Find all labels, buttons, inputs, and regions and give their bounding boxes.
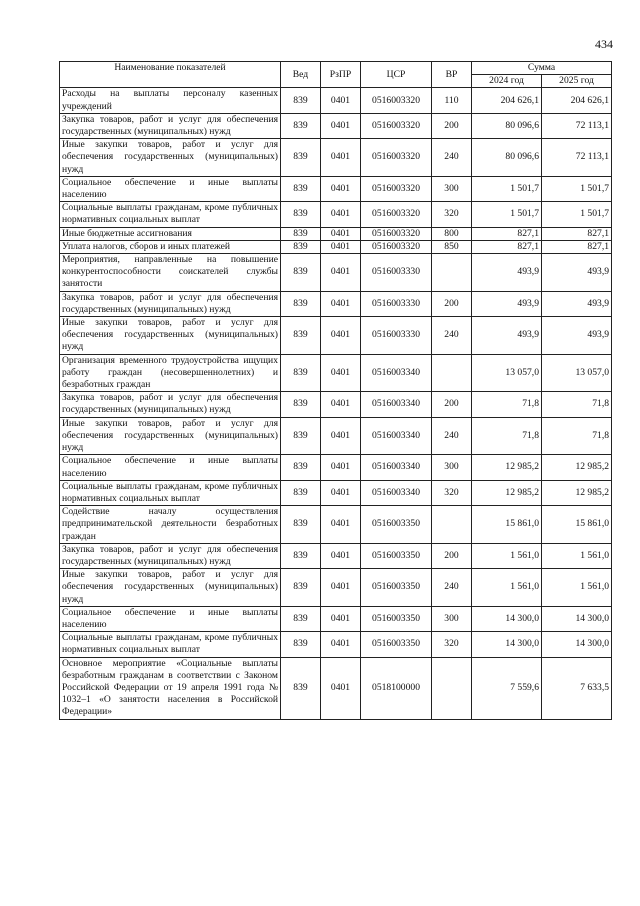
row-name: Закупка товаров, работ и услуг для обеспечения государственных (муниципальных) нужд: [60, 291, 281, 316]
row-csr: 0516003340: [361, 354, 432, 392]
row-sum-2025: 493,9: [542, 291, 612, 316]
row-rzpr: 0401: [321, 392, 361, 417]
row-sum-2024: 71,8: [472, 417, 542, 455]
row-sum-2024: 14 300,0: [472, 606, 542, 631]
row-rzpr: 0401: [321, 417, 361, 455]
header-name: Наименование показателей: [60, 62, 281, 88]
row-csr: 0516003350: [361, 543, 432, 568]
table-row: [60, 569, 612, 607]
row-sum-2025: 1 561,0: [542, 569, 612, 607]
row-name: Закупка товаров, работ и услуг для обеспечения государственных (муниципальных) нужд: [60, 113, 281, 138]
row-ved: 839: [281, 392, 321, 417]
row-sum-2025: 71,8: [542, 392, 612, 417]
table-row: [60, 139, 612, 177]
table-row: [60, 657, 612, 719]
row-sum-2025: 13 057,0: [542, 354, 612, 392]
row-ved: 839: [281, 417, 321, 455]
header-csr: ЦСР: [361, 62, 432, 88]
table-row: [60, 354, 612, 392]
row-rzpr: 0401: [321, 227, 361, 240]
row-name: Иные закупки товаров, работ и услуг для обеспечения государственных (муниципальных) нужд: [60, 417, 281, 455]
row-name: Уплата налогов, сборов и иных платежей: [60, 240, 281, 253]
row-sum-2024: 80 096,6: [472, 113, 542, 138]
row-rzpr: 0401: [321, 480, 361, 505]
row-csr: 0516003330: [361, 254, 432, 292]
row-ved: 839: [281, 202, 321, 227]
row-vr: 200: [432, 291, 472, 316]
table-row: [60, 176, 612, 201]
row-name: Социальные выплаты гражданам, кроме публичных нормативных социальных выплат: [60, 202, 281, 227]
row-ved: 839: [281, 139, 321, 177]
row-csr: 0516003340: [361, 417, 432, 455]
row-name: Социальное обеспечение и иные выплаты населению: [60, 606, 281, 631]
row-sum-2024: 12 985,2: [472, 480, 542, 505]
row-name: Иные закупки товаров, работ и услуг для обеспечения государственных (муниципальных) нужд: [60, 139, 281, 177]
row-vr: 110: [432, 88, 472, 113]
table-row: [60, 202, 612, 227]
row-sum-2024: 15 861,0: [472, 506, 542, 544]
row-sum-2024: 1 501,7: [472, 176, 542, 201]
row-vr: 320: [432, 480, 472, 505]
row-rzpr: 0401: [321, 254, 361, 292]
row-sum-2025: 827,1: [542, 240, 612, 253]
row-csr: 0516003340: [361, 392, 432, 417]
row-vr: [432, 506, 472, 544]
row-name: Расходы на выплаты персоналу казенных учреждений: [60, 88, 281, 113]
row-rzpr: 0401: [321, 455, 361, 480]
row-ved: 839: [281, 455, 321, 480]
header-year-2025: 2025 год: [542, 75, 612, 88]
row-rzpr: 0401: [321, 543, 361, 568]
row-ved: 839: [281, 88, 321, 113]
row-sum-2024: 493,9: [472, 317, 542, 355]
row-sum-2024: 493,9: [472, 254, 542, 292]
row-ved: 839: [281, 113, 321, 138]
budget-table: [59, 61, 612, 720]
row-ved: 839: [281, 291, 321, 316]
row-vr: 240: [432, 569, 472, 607]
row-csr: 0516003320: [361, 240, 432, 253]
table-row: [60, 88, 612, 113]
row-sum-2025: 1 501,7: [542, 202, 612, 227]
row-ved: 839: [281, 254, 321, 292]
row-sum-2025: 72 113,1: [542, 139, 612, 177]
table-row: [60, 606, 612, 631]
row-csr: 0516003320: [361, 176, 432, 201]
row-csr: 0516003340: [361, 480, 432, 505]
header-ved: Вед: [281, 62, 321, 88]
row-sum-2025: 71,8: [542, 417, 612, 455]
row-sum-2024: 1 561,0: [472, 543, 542, 568]
row-rzpr: 0401: [321, 569, 361, 607]
row-sum-2024: 14 300,0: [472, 632, 542, 657]
row-ved: 839: [281, 543, 321, 568]
row-name: Закупка товаров, работ и услуг для обеспечения государственных (муниципальных) нужд: [60, 392, 281, 417]
row-vr: 240: [432, 139, 472, 177]
row-ved: 839: [281, 657, 321, 719]
row-vr: 320: [432, 632, 472, 657]
row-vr: 240: [432, 417, 472, 455]
table-row: [60, 543, 612, 568]
row-sum-2025: 12 985,2: [542, 455, 612, 480]
row-rzpr: 0401: [321, 88, 361, 113]
row-csr: 0516003340: [361, 455, 432, 480]
row-name: Иные закупки товаров, работ и услуг для обеспечения государственных (муниципальных) нужд: [60, 317, 281, 355]
row-vr: 200: [432, 543, 472, 568]
row-sum-2025: 12 985,2: [542, 480, 612, 505]
row-vr: 300: [432, 455, 472, 480]
row-vr: 200: [432, 113, 472, 138]
row-ved: 839: [281, 506, 321, 544]
header-rzpr: РзПР: [321, 62, 361, 88]
header-sum: Сумма: [472, 62, 612, 75]
row-sum-2024: 13 057,0: [472, 354, 542, 392]
row-sum-2024: 493,9: [472, 291, 542, 316]
header-vr: ВР: [432, 62, 472, 88]
row-rzpr: 0401: [321, 317, 361, 355]
row-csr: 0516003350: [361, 632, 432, 657]
table-row: [60, 392, 612, 417]
row-sum-2025: 14 300,0: [542, 606, 612, 631]
row-sum-2025: 493,9: [542, 254, 612, 292]
row-csr: 0518100000: [361, 657, 432, 719]
row-name: Иные бюджетные ассигнования: [60, 227, 281, 240]
table-row: [60, 291, 612, 316]
row-sum-2024: 827,1: [472, 227, 542, 240]
row-csr: 0516003320: [361, 227, 432, 240]
row-vr: 320: [432, 202, 472, 227]
row-csr: 0516003330: [361, 317, 432, 355]
row-sum-2025: 204 626,1: [542, 88, 612, 113]
row-vr: [432, 657, 472, 719]
row-rzpr: 0401: [321, 354, 361, 392]
row-name: Социальное обеспечение и иные выплаты населению: [60, 455, 281, 480]
row-sum-2025: 7 633,5: [542, 657, 612, 719]
row-ved: 839: [281, 569, 321, 607]
row-name: Закупка товаров, работ и услуг для обеспечения государственных (муниципальных) нужд: [60, 543, 281, 568]
row-sum-2025: 1 561,0: [542, 543, 612, 568]
table-row: [60, 113, 612, 138]
table-row: [60, 417, 612, 455]
table-row: [60, 632, 612, 657]
row-csr: 0516003330: [361, 291, 432, 316]
row-sum-2024: 1 501,7: [472, 202, 542, 227]
row-sum-2024: 71,8: [472, 392, 542, 417]
row-csr: 0516003350: [361, 569, 432, 607]
row-vr: 300: [432, 176, 472, 201]
row-csr: 0516003320: [361, 113, 432, 138]
row-name: Иные закупки товаров, работ и услуг для обеспечения государственных (муниципальных) нужд: [60, 569, 281, 607]
table-body: [60, 88, 612, 719]
row-name: Социальное обеспечение и иные выплаты населению: [60, 176, 281, 201]
row-ved: 839: [281, 632, 321, 657]
row-rzpr: 0401: [321, 632, 361, 657]
row-csr: 0516003350: [361, 606, 432, 631]
row-name: Основное мероприятие «Социальные выплаты безработным гражданам в соответствии с Законом Российской Федерации от 19 апреля 1991 года № 1032–1 «О занятости населения в Российской Федерации»: [60, 657, 281, 719]
row-vr: 800: [432, 227, 472, 240]
row-sum-2024: 204 626,1: [472, 88, 542, 113]
table-row: [60, 240, 612, 253]
row-ved: 839: [281, 354, 321, 392]
row-ved: 839: [281, 240, 321, 253]
row-sum-2024: 12 985,2: [472, 455, 542, 480]
row-sum-2025: 493,9: [542, 317, 612, 355]
row-csr: 0516003320: [361, 202, 432, 227]
table-row: [60, 506, 612, 544]
row-rzpr: 0401: [321, 606, 361, 631]
row-sum-2025: 15 861,0: [542, 506, 612, 544]
row-rzpr: 0401: [321, 291, 361, 316]
row-rzpr: 0401: [321, 202, 361, 227]
row-name: Социальные выплаты гражданам, кроме публичных нормативных социальных выплат: [60, 632, 281, 657]
table-row: [60, 317, 612, 355]
row-sum-2025: 827,1: [542, 227, 612, 240]
row-sum-2024: 7 559,6: [472, 657, 542, 719]
row-sum-2025: 72 113,1: [542, 113, 612, 138]
row-vr: 300: [432, 606, 472, 631]
row-sum-2024: 80 096,6: [472, 139, 542, 177]
row-rzpr: 0401: [321, 139, 361, 177]
table-row: [60, 227, 612, 240]
row-rzpr: 0401: [321, 506, 361, 544]
row-ved: 839: [281, 606, 321, 631]
row-sum-2025: 14 300,0: [542, 632, 612, 657]
row-name: Социальные выплаты гражданам, кроме публичных нормативных социальных выплат: [60, 480, 281, 505]
row-sum-2024: 827,1: [472, 240, 542, 253]
row-rzpr: 0401: [321, 240, 361, 253]
row-ved: 839: [281, 176, 321, 201]
table-row: [60, 254, 612, 292]
row-vr: 240: [432, 317, 472, 355]
row-name: Организация временного трудоустройства ищущих работу граждан (несовершеннолетних) и безработных граждан: [60, 354, 281, 392]
row-name: Мероприятия, направленные на повышение конкурентоспособности соискателей службы занятости: [60, 254, 281, 292]
row-rzpr: 0401: [321, 113, 361, 138]
row-rzpr: 0401: [321, 657, 361, 719]
row-name: Содействие началу осуществления предпринимательской деятельности безработных граждан: [60, 506, 281, 544]
row-ved: 839: [281, 317, 321, 355]
row-rzpr: 0401: [321, 176, 361, 201]
table-row: [60, 480, 612, 505]
row-ved: 839: [281, 227, 321, 240]
table-row: [60, 455, 612, 480]
row-vr: 200: [432, 392, 472, 417]
row-vr: [432, 254, 472, 292]
row-ved: 839: [281, 480, 321, 505]
row-csr: 0516003320: [361, 139, 432, 177]
row-sum-2024: 1 561,0: [472, 569, 542, 607]
header-year-2024: 2024 год: [472, 75, 542, 88]
row-vr: 850: [432, 240, 472, 253]
row-vr: [432, 354, 472, 392]
row-csr: 0516003350: [361, 506, 432, 544]
row-csr: 0516003320: [361, 88, 432, 113]
row-sum-2025: 1 501,7: [542, 176, 612, 201]
page-number: 434: [595, 37, 613, 51]
